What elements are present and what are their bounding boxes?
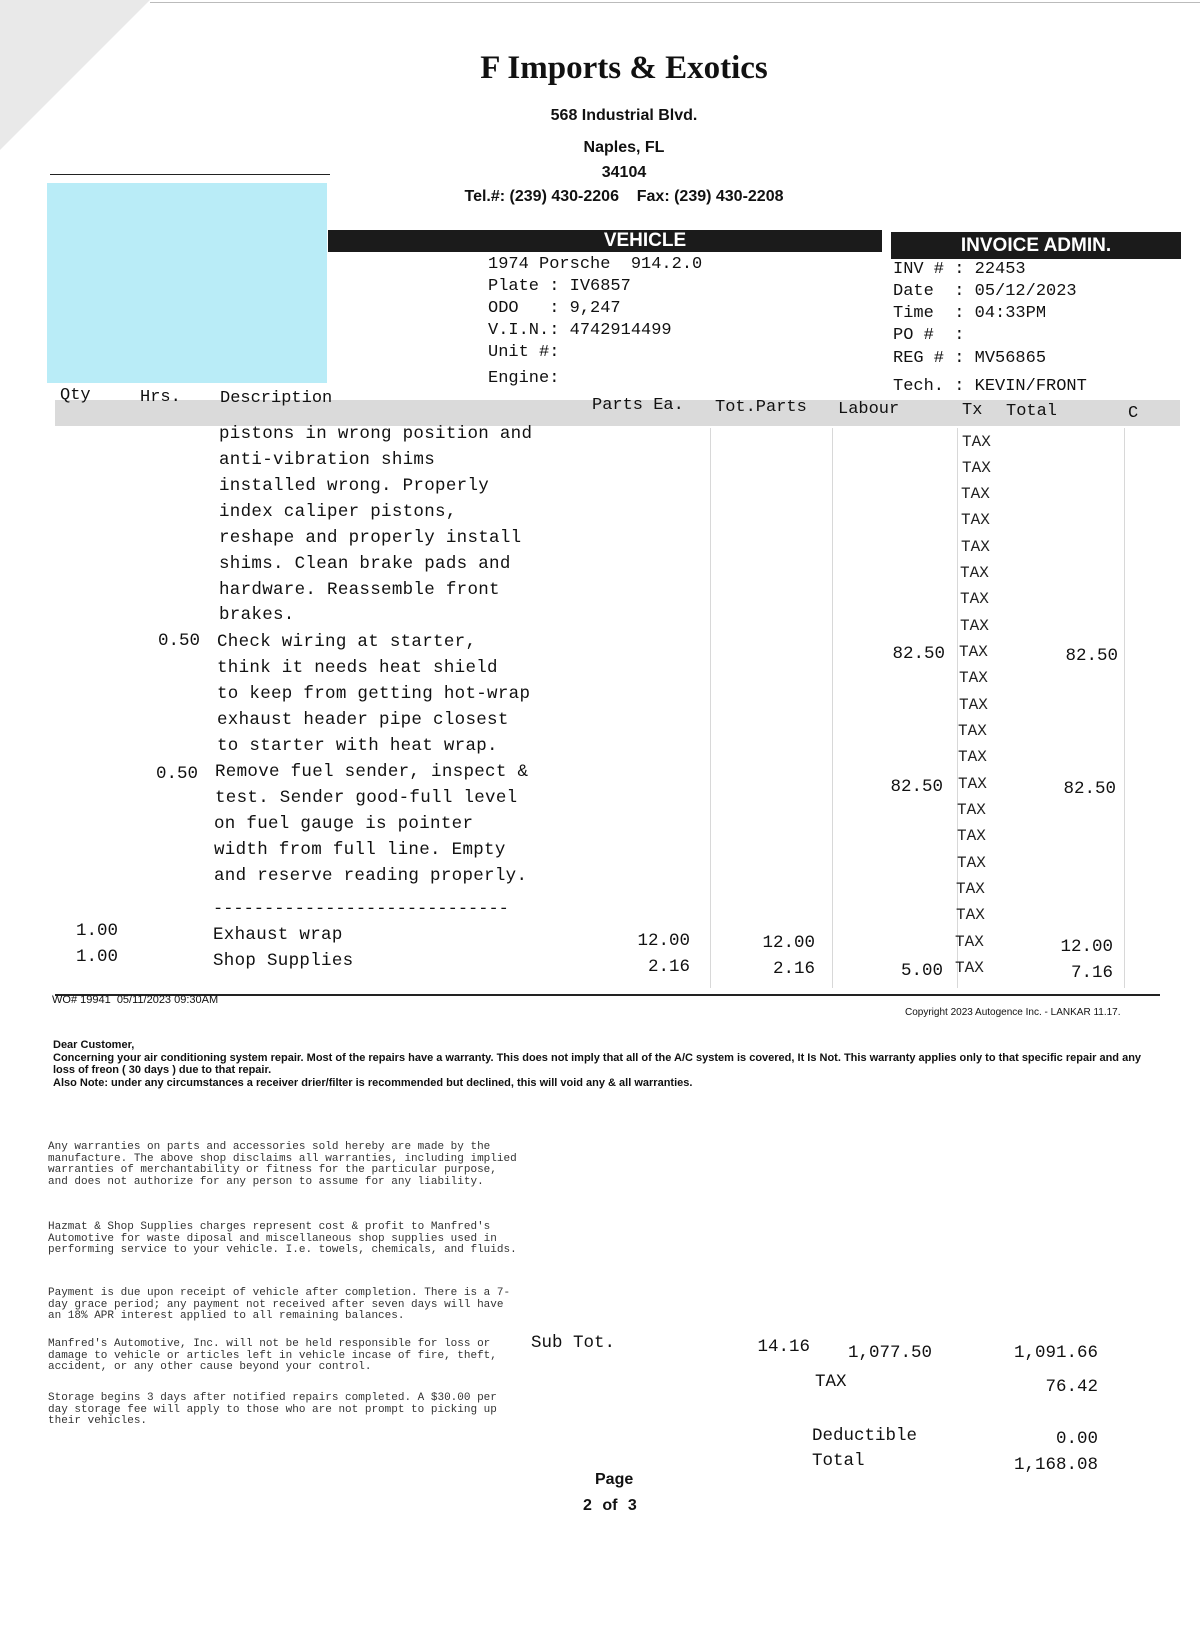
notice-salutation: Dear Customer,	[53, 1039, 135, 1051]
subtotal-labour: 1,077.50	[847, 1343, 932, 1363]
notice-line-1: Concerning your air conditioning system repair. Most of the repairs have a warranty. This does not imply that all of the A/C system is covered, It Is Not. This warranty applies only to that specific repair and any loss of freon ( 30 days ) due to that repair.	[53, 1051, 1142, 1076]
col-header-qty: Qty	[60, 386, 91, 405]
description-line: and reserve reading properly.	[214, 866, 528, 886]
fine-print-storage: Storage begins 3 days after notified repairs completed. A $30.00 per day storage fee will apply to those who are not prompt to picking up their vehicles.	[48, 1392, 497, 1427]
col-header-hrs: Hrs.	[140, 388, 181, 407]
tax-flag: TAX	[955, 933, 984, 951]
invoice-reg: REG # : MV56865	[893, 349, 1047, 368]
description-line: on fuel gauge is pointer	[214, 814, 474, 834]
footer-rule	[55, 994, 1160, 996]
tax-flag: TAX	[958, 775, 987, 793]
subtotal-label: Sub Tot.	[531, 1333, 616, 1353]
column-rule	[957, 428, 958, 988]
deductible-label: Deductible	[812, 1426, 918, 1446]
subtotal-parts: 14.16	[757, 1337, 810, 1357]
column-rule	[832, 428, 833, 988]
fine-print-warranty: Any warranties on parts and accessories sold hereby are made by the manufacture. The above shop disclaims all warranties, including implied warranties of merchantability or fitness for the particular purpose, and does not authorize for any person to assume for any liability.	[48, 1141, 517, 1188]
labour-row-hrs: 0.50	[157, 631, 200, 651]
description-line: hardware. Reassemble front	[219, 580, 500, 600]
description-line: pistons in wrong position and	[219, 424, 533, 444]
description-line: test. Sender good-full level	[215, 788, 518, 808]
parts-row-tot-parts: 2.16	[772, 959, 815, 979]
ac-warranty-notice	[53, 1039, 1163, 1089]
shop-address-street: 568 Industrial Blvd.	[550, 107, 698, 124]
tax-flag: TAX	[956, 880, 985, 898]
tax-flag: TAX	[961, 511, 990, 529]
shop-name: F Imports & Exotics	[480, 50, 768, 86]
description-line: index caliper pistons,	[219, 502, 457, 522]
parts-row-parts-ea: 2.16	[647, 957, 690, 977]
col-header-tx: Tx	[962, 401, 983, 420]
tax-flag: TAX	[958, 722, 987, 740]
copyright: Copyright 2023 Autogence Inc. - LANKAR 11.17.	[905, 1007, 1121, 1018]
description-separator: -----------------------------	[213, 900, 509, 919]
vehicle-heading: VEHICLE	[328, 230, 882, 252]
description-line: Check wiring at starter,	[217, 632, 477, 652]
vehicle-vin: V.I.N.: 4742914499	[488, 321, 672, 340]
description-line: exhaust header pipe closest	[217, 710, 509, 730]
parts-row-total: 12.00	[1060, 937, 1113, 957]
page-label: Page	[595, 1471, 634, 1488]
tax-flag: TAX	[960, 617, 989, 635]
description-line: Remove fuel sender, inspect &	[215, 762, 529, 782]
tax-flag: TAX	[959, 669, 988, 687]
shop-address-zip: 34104	[601, 164, 647, 181]
customer-info-redaction	[47, 183, 327, 383]
vehicle-unit: Unit #:	[488, 343, 560, 362]
tax-flag: TAX	[960, 590, 989, 608]
tax-flag: TAX	[962, 459, 991, 477]
shop-address-city: Naples, FL	[583, 139, 665, 156]
tax-total-value: 76.42	[1045, 1377, 1098, 1397]
col-header-labour: Labour	[838, 400, 900, 419]
tax-flag: TAX	[962, 433, 991, 451]
col-header-tot-parts: Tot.Parts	[715, 398, 807, 417]
tax-flag: TAX	[961, 538, 990, 556]
deductible-value: 0.00	[1055, 1429, 1098, 1449]
tax-flag: TAX	[961, 485, 990, 503]
labour-row-total: 82.50	[1065, 646, 1118, 666]
labour-row-total: 82.50	[1063, 779, 1116, 799]
vehicle-odometer: ODO : 9,247	[488, 299, 621, 318]
description-line: installed wrong. Properly	[219, 476, 490, 496]
page-number: 2 of 3	[583, 1497, 637, 1514]
tax-flag: TAX	[959, 643, 988, 661]
tax-flag: TAX	[955, 959, 984, 977]
description-line: shims. Clean brake pads and	[219, 554, 511, 574]
fine-print-hazmat: Hazmat & Shop Supplies charges represent cost & profit to Manfred's Automotive for waste diposal and miscellaneous shop supplies used in performing service to your vehicle. I.e. towels, chemicals, and fluids.	[48, 1221, 517, 1256]
tax-flag: TAX	[958, 748, 987, 766]
column-rule	[710, 428, 711, 988]
parts-row-total: 7.16	[1070, 963, 1113, 983]
tax-flag: TAX	[959, 696, 988, 714]
fine-print-payment: Payment is due upon receipt of vehicle after completion. There is a 7-day grace period; any payment not received after seven days will have an 18% APR interest applied to all remaining balances.	[48, 1287, 511, 1322]
description-line: think it needs heat shield	[217, 658, 498, 678]
parts-row-labour: 5.00	[900, 961, 943, 981]
work-order-stamp: WO# 19941 05/11/2023 09:30AM	[52, 994, 219, 1006]
description-line: width from full line. Empty	[214, 840, 506, 860]
parts-row-description: Exhaust wrap	[213, 925, 343, 945]
scan-top-edge	[150, 2, 1200, 3]
tax-flag: TAX	[960, 564, 989, 582]
invoice-time: Time : 04:33PM	[893, 304, 1047, 323]
description-line: to keep from getting hot-wrap	[217, 684, 531, 704]
vehicle-plate: Plate : IV6857	[488, 277, 631, 296]
invoice-tech: Tech. : KEVIN/FRONT	[893, 377, 1087, 396]
description-line: brakes.	[219, 605, 295, 625]
description-line: anti-vibration shims	[219, 450, 436, 470]
col-header-parts-ea: Parts Ea.	[592, 396, 684, 415]
tax-flag: TAX	[957, 854, 986, 872]
invoice-date: Date : 05/12/2023	[893, 282, 1077, 301]
subtotal-total: 1,091.66	[1013, 1343, 1098, 1363]
invoice-po: PO # :	[893, 326, 965, 345]
tax-flag: TAX	[956, 906, 985, 924]
description-line: reshape and properly install	[219, 528, 522, 548]
tax-flag: TAX	[957, 801, 986, 819]
parts-row-parts-ea: 12.00	[637, 931, 690, 951]
parts-row-description: Shop Supplies	[213, 951, 354, 971]
description-line: to starter with heat wrap.	[217, 736, 498, 756]
col-header-total: Total	[1006, 402, 1058, 421]
grand-total-value: 1,168.08	[1013, 1455, 1098, 1475]
labour-row-hrs: 0.50	[155, 764, 198, 784]
tax-flag: TAX	[957, 827, 986, 845]
notice-line-2: Also Note: under any circumstances a receiver drier/filter is recommended but declined, this will void any & all warranties.	[53, 1076, 693, 1089]
labour-row-labour: 82.50	[890, 777, 943, 797]
parts-row-tot-parts: 12.00	[762, 933, 815, 953]
vehicle-engine: Engine:	[488, 369, 560, 388]
col-header-description: Description	[220, 389, 333, 408]
labour-row-labour: 82.50	[892, 644, 945, 664]
shop-phone-fax: Tel.#: (239) 430-2206 Fax: (239) 430-2208	[464, 188, 784, 205]
vehicle-model: 1974 Porsche 914.2.0	[488, 255, 703, 274]
invoice-number: INV # : 22453	[893, 260, 1026, 279]
col-header-c: C	[1128, 404, 1139, 423]
grand-total-label: Total	[812, 1451, 865, 1471]
fine-print-liability: Manfred's Automotive, Inc. will not be held responsible for loss or damage to vehicle or articles left in vehicle incase of fire, theft, accident, or any other cause beyond your control.	[48, 1338, 497, 1373]
column-rule	[1124, 428, 1125, 988]
parts-row-qty: 1.00	[75, 947, 118, 967]
invoice-admin-heading: INVOICE ADMIN.	[891, 232, 1181, 259]
tax-total-label: TAX	[815, 1372, 847, 1392]
customer-rule	[50, 174, 330, 175]
parts-row-qty: 1.00	[75, 921, 118, 941]
